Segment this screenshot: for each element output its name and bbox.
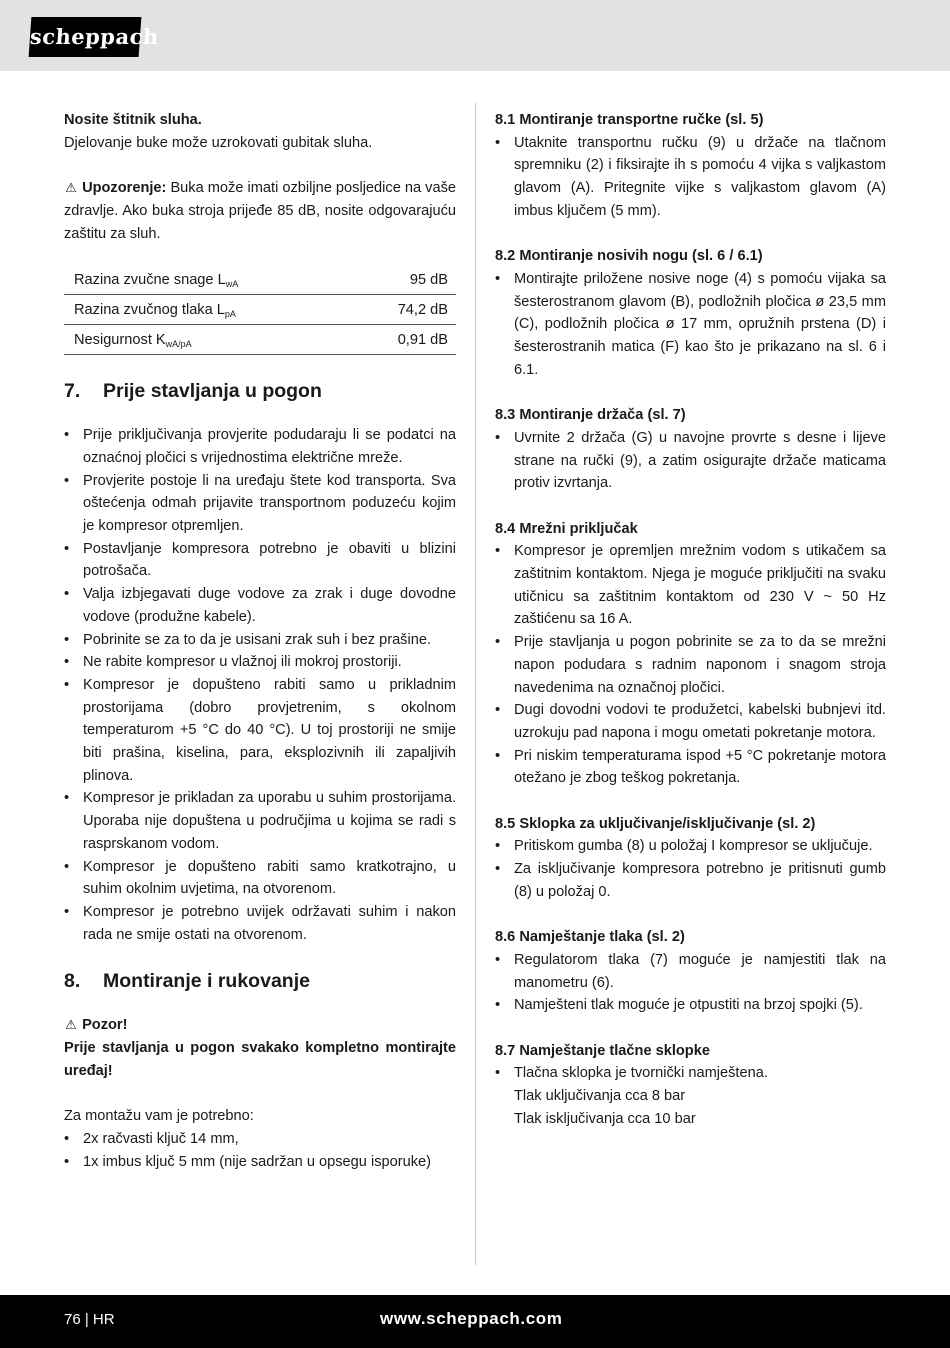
list-item: • Provjerite postoje li na uređaju štete kod transporta. Sva oštećenja odmah prijavite transportnom poduzeću kojim je kompresor otpremljen. (64, 470, 456, 538)
noise-label-subscript: pA (224, 308, 236, 319)
hearing-protection-title: Nosite štitnik sluha. (64, 112, 202, 128)
spacer (495, 904, 886, 927)
subsection-list (495, 427, 886, 495)
list-item: • Prije stavljanja u pogon pobrinite se za to da se mrežni napon podudara s radnim naponom i snagom stroja navedenima na označnoj pločici. (495, 631, 886, 699)
right-column (495, 109, 886, 1131)
list-item: • Regulatorom tlaka (7) moguće je namjestiti tlak na manometru (6). (495, 949, 886, 994)
noise-value: 0,91 dB (358, 325, 456, 355)
list-item: • Pri niskim temperaturama ispod +5 °C pokretanje motora otežano je zbog teškog pokretanja. (495, 745, 886, 790)
noise-row (64, 295, 456, 325)
subsection-list (495, 1062, 886, 1130)
spacer (495, 223, 886, 246)
section-number: 7. (64, 380, 81, 403)
noise-label-subscript: wA (225, 278, 239, 289)
noise-label: Nesigurnost K (74, 331, 166, 348)
list-item: • Tlačna sklopka je tvornički namještena. (495, 1062, 886, 1085)
warning-label: Upozorenje: (82, 180, 167, 197)
list-item: • Pobrinite se za to da je usisani zrak suh i bez prašine. (64, 629, 456, 652)
subsection-heading: 8.7 Namještanje tlačne sklopke (495, 1042, 710, 1059)
noise-values-table (64, 265, 456, 355)
noise-label: Razina zvučne snage L (74, 271, 226, 288)
list-item: • Utaknite transportnu ručku (9) u držače na tlačnom spremniku (2) i fiksirajte ih s pomoću 4 vijka s valjkastom glavom (A). Pritegnite vijke s valjkastom glavom (A) imbus ključem (5 mm). (495, 132, 886, 223)
list-item: • Dugi dovodni vodovi te produžetci, kabelski bubnjevi itd. uzrokuju pad napona i mogu ometati pokretanje motora. (495, 699, 886, 744)
section-8-heading (64, 968, 456, 994)
caution-text: Prije stavljanja u pogon svakako kompletno montirajte uređaj! (64, 1040, 456, 1079)
noise-value: 74,2 dB (358, 295, 456, 325)
left-column (64, 109, 456, 1173)
spacer (495, 495, 886, 518)
list-item: • Kompresor je opremljen mrežnim vodom s utikačem sa zaštitnim kontaktom. Njega je moguće priključiti na svaku utičnicu sa zaštitnim kontaktom od 230 V ~ 50 Hz zaštićenu sa 16 A. (495, 540, 886, 631)
noise-label-cell (64, 295, 358, 325)
list-item: • Valja izbjegavati duge vodove za zrak i duge dovodne vodove (produžne kabele). (64, 583, 456, 628)
warning-text: Buka može imati ozbiljne posljedice na vaše zdravlje. Ako buka stroja prijeđe 85 dB, nosite odgovarajuću zaštitu za sluh. (64, 180, 456, 242)
noise-row (64, 325, 456, 355)
tools-list (64, 1128, 456, 1173)
header-bar (0, 0, 950, 71)
subsection-heading: 8.2 Montiranje nosivih nogu (sl. 6 / 6.1) (495, 248, 763, 265)
subsection-list (495, 268, 886, 382)
spacer (495, 790, 886, 813)
footer-bar (0, 1295, 950, 1348)
page-number: 76 | HR (64, 1311, 115, 1328)
subsection-list (495, 949, 886, 1017)
section-7-list (64, 424, 456, 946)
subsection-heading: 8.6 Namještanje tlaka (sl. 2) (495, 929, 685, 946)
list-item: • Prije priključivanja provjerite podudaraju li se podatci na oznaćnoj pločici s vrijednostima električne mreže. (64, 424, 456, 469)
website-link[interactable]: www.scheppach.com (380, 1309, 563, 1328)
noise-label-subscript: wA/pA (165, 338, 192, 349)
noise-row (64, 265, 456, 295)
tools-intro: Za montažu vam je potrebno: (64, 1108, 254, 1125)
list-item: • Namješteni tlak moguće je otpustiti na brzoj spojki (5). (495, 994, 886, 1017)
noise-warning (64, 177, 456, 245)
subsection-heading: 8.3 Montiranje držača (sl. 7) (495, 407, 686, 424)
hearing-protection-text: Djelovanje buke može uzrokovati gubitak sluha. (64, 134, 373, 151)
list-item: • Kompresor je dopušteno rabiti samo u prikladnim prostorijama (dobro provjetrenim, s okolnom temperaturom +5 °C do 40 °C). U toj prostoriji ne smije biti prašina, kiselina, para, eksplozivnih ili zapaljivih plinova. (64, 674, 456, 788)
list-item: • Za isključivanje kompresora potrebno je pritisnuti gumb (8) u položaj 0. (495, 858, 886, 903)
warning-triangle-icon: ⚠ (65, 180, 77, 196)
list-item: • Uvrnite 2 držača (G) u navojne provrte s desne i lijeve strane na ručki (9), a zatim osigurajte držače maticama protiv izvrtanja. (495, 427, 886, 495)
noise-label: Razina zvučnog tlaka L (74, 301, 225, 318)
subsection-list (495, 540, 886, 790)
list-item: • Kompresor je dopušteno rabiti samo kratkotrajno, u suhim okolnim uvjetima, na otvorenom. (64, 856, 456, 901)
noise-value: 95 dB (358, 265, 456, 295)
list-item-continuation: Tlak uključivanja cca 8 bar (514, 1088, 686, 1105)
list-item: • Pritiskom gumba (8) u položaj I kompresor se uključuje. (495, 835, 886, 858)
subsection-heading: 8.5 Sklopka za uključivanje/isključivanje (sl. 2) (495, 815, 816, 832)
section-title: Prije stavljanja u pogon (103, 380, 322, 403)
caution-label: Pozor! (82, 1017, 128, 1034)
list-item-continuation: Tlak isključivanja cca 10 bar (514, 1110, 696, 1127)
section-7-heading (64, 378, 456, 404)
section-title: Montiranje i rukovanje (103, 970, 310, 993)
spacer (495, 1017, 886, 1040)
subsection-heading: 8.1 Montiranje transportne ručke (sl. 5) (495, 112, 764, 128)
column-divider (475, 103, 476, 1265)
warning-triangle-icon: ⚠ (65, 1017, 77, 1033)
list-item: • Montirajte priložene nosive noge (4) s pomoću vijaka sa šesterostranom glavom (B), podložnih pločica ø 23,5 mm (C), podložnih pločica ø 17 mm, opružnih prstena (D) i šesterostranih matica (F) kao što je prikazano na sl. 6 i 6.1. (495, 268, 886, 382)
list-item: • Postavljanje kompresora potrebno je obaviti u blizini potrošača. (64, 538, 456, 583)
list-item: • Ne rabite kompresor u vlažnoj ili mokroj prostoriji. (64, 651, 456, 674)
scheppach-logo: scheppach (29, 17, 142, 57)
subsection-list (495, 835, 886, 903)
list-item: • Kompresor je prikladan za uporabu u suhim prostorijama. Uporaba nije dopuštena u područjima u kojima se radi s rasprskanom vodom. (64, 787, 456, 855)
spacer (495, 381, 886, 404)
noise-label-cell (64, 325, 358, 355)
caution-heading (64, 1014, 456, 1037)
list-item: • 1x imbus ključ 5 mm (nije sadržan u opsegu isporuke) (64, 1151, 456, 1174)
subsection-heading: 8.4 Mrežni priključak (495, 520, 638, 537)
list-item: • 2x račvasti ključ 14 mm, (64, 1128, 456, 1151)
noise-label-cell (64, 265, 358, 295)
list-item: • Kompresor je potrebno uvijek održavati suhim i nakon rada ne smije ostati na otvorenom. (64, 901, 456, 946)
subsection-list (495, 132, 886, 223)
section-number: 8. (64, 970, 81, 993)
